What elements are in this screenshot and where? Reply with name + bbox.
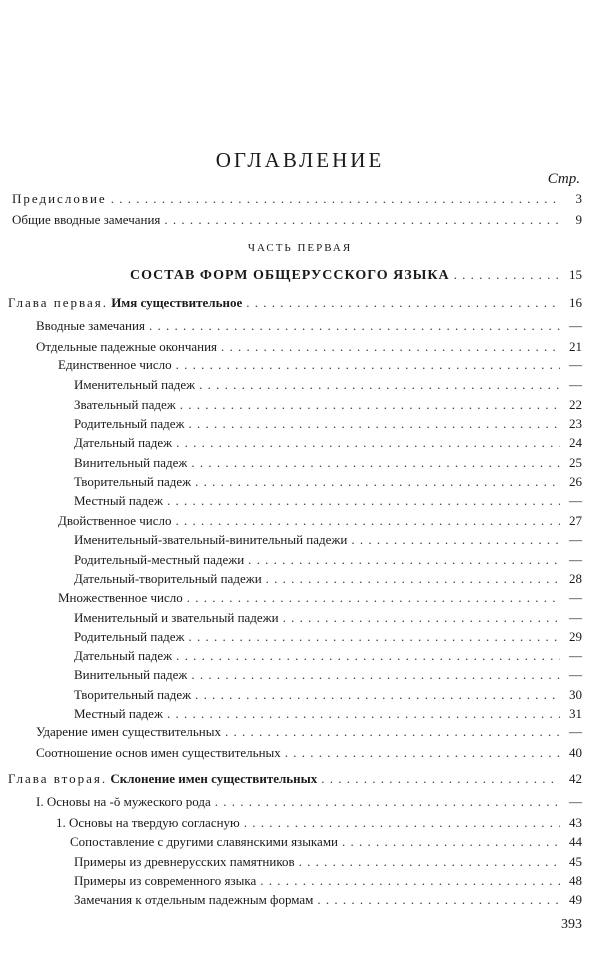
chapter-title: Имя существительное: [111, 295, 243, 310]
entry-page: 23: [569, 416, 582, 431]
chapter-label: Глава вторая.: [8, 771, 108, 786]
entry-label: Звательный падеж: [74, 397, 176, 412]
entry-label: Отдельные падежные окончания: [36, 339, 218, 354]
entry-page: 15: [569, 267, 582, 282]
entry-page: —: [569, 493, 582, 508]
entry-page: 44: [569, 834, 582, 849]
entry-label: Дательный-творительный падежи: [74, 571, 262, 586]
entry-page: 3: [575, 191, 582, 206]
toc-entry: [58, 589, 582, 607]
toc-entry: [74, 376, 582, 394]
toc-entry: [74, 454, 582, 472]
entry-page: 45: [569, 854, 582, 869]
toc-entry: [74, 686, 582, 704]
toc-entry: [74, 628, 582, 646]
entry-page: 48: [569, 873, 582, 888]
entry-label: Единственное число: [58, 357, 172, 372]
entry-label: Местный падеж: [74, 493, 163, 508]
entry-page: —: [569, 648, 582, 663]
entry-label: Сопоставление с другими славянскими языками: [70, 834, 339, 849]
leader-dots: [321, 770, 560, 788]
entry-page: —: [569, 357, 582, 372]
entry-page: 43: [569, 815, 582, 830]
entry-page: 25: [569, 455, 582, 470]
entry-label: Родительный падеж: [74, 416, 185, 431]
entry-page: 27: [569, 513, 582, 528]
entry-page: —: [569, 377, 582, 392]
toc-entry: [36, 793, 582, 811]
toc-entry: [74, 473, 582, 491]
toc-entry: [74, 570, 582, 588]
entry-page: —: [569, 552, 582, 567]
toc-entry: [8, 294, 582, 312]
toc-entry: [74, 609, 582, 627]
toc-entry: [74, 666, 582, 684]
entry-label: Винительный падеж: [74, 455, 188, 470]
entry-label: Родительный падеж: [74, 629, 185, 644]
section-title: СОСТАВ ФОРМ ОБЩЕРУССКОГО ЯЗЫКА: [130, 268, 450, 283]
entry-page: 31: [569, 706, 582, 721]
toc-entry: [12, 190, 582, 208]
toc-entry: [58, 356, 582, 374]
toc-entry: [74, 492, 582, 510]
toc-entry: [74, 531, 582, 549]
entry-label: Примеры из современного языка: [74, 873, 257, 888]
entry-page: 28: [569, 571, 582, 586]
entry-label: Дательный падеж: [74, 648, 173, 663]
entry-label: Двойственное число: [58, 513, 172, 528]
entry-page: —: [569, 794, 582, 809]
page-number: 393: [561, 917, 582, 932]
entry-page: 30: [569, 687, 582, 702]
entry-page: 16: [569, 295, 582, 310]
entry-page: 29: [569, 629, 582, 644]
toc-entry: [74, 705, 582, 723]
entry-page: 42: [569, 771, 582, 786]
entry-label: Замечания к отдельным падежным формам: [74, 892, 314, 907]
entry-label: Ударение имен существительных: [36, 724, 221, 739]
toc-entry: [36, 744, 582, 762]
entry-page: 21: [569, 339, 582, 354]
entry-page: —: [569, 318, 582, 333]
toc-entry: [36, 338, 582, 356]
entry-page: 40: [569, 745, 582, 760]
part-label: ЧАСТЬ ПЕРВАЯ: [247, 242, 353, 254]
entry-page: 22: [569, 397, 582, 412]
toc-entry: [12, 211, 582, 229]
entry-label: Общие вводные замечания: [12, 212, 161, 227]
entry-label: Множественное число: [58, 590, 183, 605]
entry-page: —: [569, 532, 582, 547]
chapter-label: Глава первая.: [8, 295, 108, 310]
leader-dots: [164, 211, 560, 229]
toc-entry: [70, 833, 582, 851]
entry-page: —: [569, 724, 582, 739]
toc-entry: [74, 551, 582, 569]
toc-entry: [74, 891, 582, 909]
toc-entry: [74, 872, 582, 890]
toc-entry: [56, 814, 582, 832]
entry-page: 24: [569, 435, 582, 450]
entry-label: Соотношение основ имен существительных: [36, 745, 281, 760]
entry-label: Вводные замечания: [36, 318, 145, 333]
entry-page: —: [569, 610, 582, 625]
toc-entry: [8, 770, 582, 788]
leader-dots: [111, 190, 560, 208]
entry-label: I. Основы на -ŏ мужеского рода: [36, 794, 211, 809]
toc-entry: [74, 415, 582, 433]
entry-label: Творительный падеж: [74, 474, 192, 489]
toc-entry: [74, 396, 582, 414]
toc-entry: [74, 434, 582, 452]
page-column-header: Стр.: [547, 171, 580, 187]
entry-label: Предисловие: [12, 191, 107, 206]
entry-label: Местный падеж: [74, 706, 163, 721]
entry-page: 26: [569, 474, 582, 489]
entry-page: —: [569, 590, 582, 605]
toc-entry: [36, 317, 582, 335]
page-title: ОГЛАВЛЕНИЕ: [215, 148, 385, 172]
toc-entry: [130, 266, 582, 285]
entry-label: Родительный-местный падежи: [74, 552, 245, 567]
toc-entry: [58, 512, 582, 530]
entry-label: Именительный и звательный падежи: [74, 610, 279, 625]
toc-entry: [74, 647, 582, 665]
entry-page: 49: [569, 892, 582, 907]
entry-label: Творительный падеж: [74, 687, 192, 702]
entry-label: Именительный падеж: [74, 377, 196, 392]
entry-label: Именительный-звательный-винительный падежи: [74, 532, 348, 547]
entry-label: 1. Основы на твердую согласную: [56, 815, 240, 830]
toc-entry: [36, 723, 582, 741]
leader-dots: [246, 294, 560, 312]
entry-page: 9: [575, 212, 582, 227]
chapter-title: Склонение имен существительных: [110, 771, 318, 786]
entry-page: —: [569, 667, 582, 682]
entry-label: Винительный падеж: [74, 667, 188, 682]
entry-label: Дательный падеж: [74, 435, 173, 450]
leader-dots: [454, 266, 560, 284]
entry-label: Примеры из древнерусских памятников: [74, 854, 295, 869]
toc-entry: [74, 853, 582, 871]
